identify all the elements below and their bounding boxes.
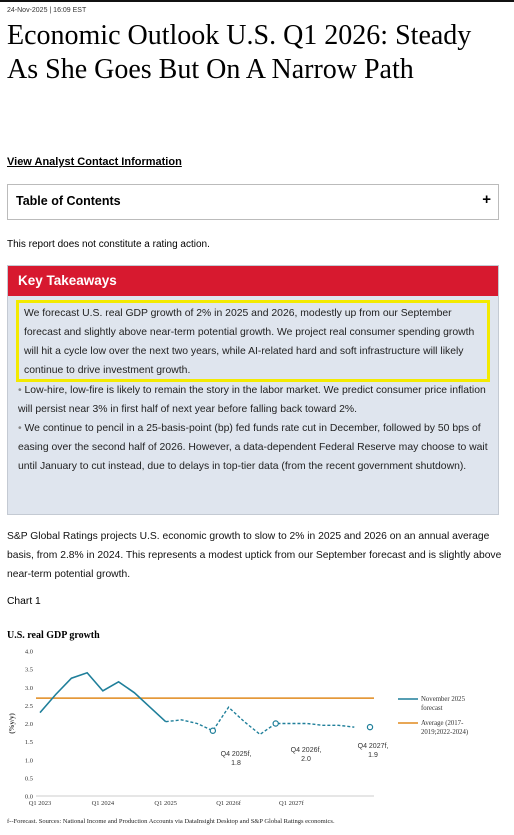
body-paragraph: S&P Global Ratings projects U.S. economic growth to slow to 2% in 2025 and 2026 on an annual average basis, from 2.8% in 2024. This represents a modest uptick from our September forecast and is slightly above near-term potential growth. [7, 531, 502, 580]
annotation-label: Q4 2027f, [357, 743, 389, 750]
annotation-value: 1.9 [368, 752, 378, 759]
legend-label-average: Average (2017- [421, 720, 464, 727]
annotation-label: Q4 2025f, [220, 751, 252, 758]
report-timestamp: 24-Nov-2025 | 16:09 EST [7, 7, 87, 14]
y-tick-label: 3.0 [24, 684, 33, 692]
x-tick-label: Q1 2024 [91, 800, 115, 807]
y-tick-label: 0.0 [24, 793, 33, 801]
legend-label-forecast: November 2025 [421, 696, 465, 703]
key-takeaways-heading: Key Takeaways [18, 273, 117, 288]
x-tick-label: Q1 2023 [28, 800, 52, 807]
analyst-contact-link[interactable]: View Analyst Contact Information [7, 156, 182, 168]
key-takeaways-box [7, 265, 499, 515]
gdp-growth-chart [0, 640, 514, 815]
plus-icon[interactable]: + [482, 191, 491, 208]
x-tick-label: Q1 2025 [154, 800, 178, 807]
takeaway-item: • We continue to pencil in a 25-basis-point (bp) fed funds rate cut in December, followed by 50 bps of easing over the second half of 2026. However, a data-dependent Federal Reserve may choose to wait until January to cut instead, due to delays in top-tier data (from the recent government shutdown). [18, 423, 488, 472]
bullet-icon: • [18, 423, 22, 434]
takeaway-item: • Low-hire, low-fire is likely to remain the story in the labor market. We predict consumer price inflation will persist near 3% in first half of next year before falling back toward 2%. [18, 385, 486, 415]
forecast-marker [210, 728, 215, 733]
bullet-icon: • [18, 385, 22, 396]
y-tick-label: 2.0 [24, 721, 33, 728]
chart-label: Chart 1 [7, 596, 41, 607]
annotation-label: Q4 2026f, [290, 747, 322, 754]
annotation-value: 1.8 [231, 760, 241, 767]
y-axis-label: (%y/y) [8, 713, 16, 734]
highlight-box [16, 300, 490, 382]
y-tick-label: 4.0 [24, 648, 33, 656]
gdp-forecast-line [166, 707, 355, 734]
key-takeaways-header [8, 266, 498, 296]
x-tick-label: Q1 2026f [216, 800, 241, 807]
y-tick-label: 2.5 [24, 702, 33, 710]
annotation-value: 2.0 [301, 756, 311, 763]
table-of-contents-toggle[interactable] [7, 184, 499, 220]
legend-label-forecast-cont: forecast [421, 705, 443, 712]
y-tick-label: 1.0 [24, 757, 33, 765]
gdp-actual-line [40, 673, 166, 722]
takeaway-item: We forecast U.S. real GDP growth of 2% in 2025 and 2026, modestly up from our September forecast and slightly above near-term potential growth. We project real consumer spending growth will hit a cycle low over the next two years, while AI-related hard and soft infrastructure will likely continue to drive investment growth. [24, 308, 475, 376]
top-rule [0, 0, 514, 2]
y-tick-label: 3.5 [24, 666, 33, 674]
y-tick-label: 0.5 [24, 775, 33, 783]
y-tick-label: 1.5 [24, 739, 33, 747]
chart-title: U.S. real GDP growth [7, 630, 100, 641]
page-title: Economic Outlook U.S. Q1 2026: Steady As She Goes But On A Narrow Path [7, 20, 472, 85]
rating-disclaimer: This report does not constitute a rating action. [7, 239, 210, 250]
x-tick-label: Q1 2027f [279, 800, 304, 807]
legend-label-average-cont: 2019;2022-2024) [421, 729, 469, 736]
forecast-marker [367, 725, 372, 730]
forecast-marker [273, 721, 278, 726]
toc-label: Table of Contents [16, 194, 121, 208]
chart-footnote: f--Forecast. Sources: National Income and Production Accounts via DataInsight Desktop and S&P Global Ratings economics. [7, 818, 335, 825]
